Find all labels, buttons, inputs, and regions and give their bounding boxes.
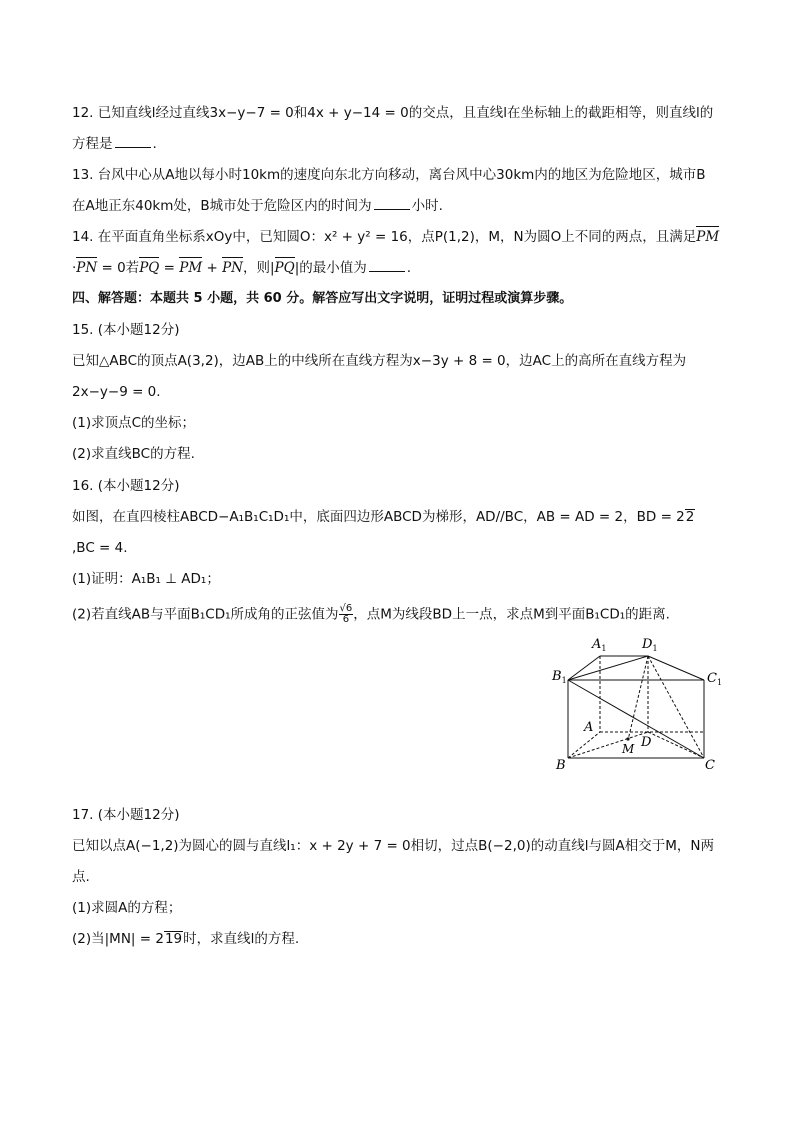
q14-line-1 <box>72 228 719 246</box>
vector-pn-2: PN <box>222 260 243 276</box>
q13-line-2-end: 小时. <box>411 198 443 214</box>
fraction-sqrt6-over-6 <box>339 604 354 625</box>
q15-body-1: 已知△ABC的顶点A(3,2)，边AB上的中线所在直线方程为x−3y + 8 = 0，边AC上的高所在直线方程为 <box>72 353 687 369</box>
label-b1: $B_1$ <box>552 669 567 685</box>
vector-pm: PM <box>696 229 720 245</box>
q16-body-1 <box>72 508 695 526</box>
q12-line-2 <box>72 135 157 153</box>
q16-part-2-end: ，点M为线段BD上一点，求点M到平面B₁CD₁的距离. <box>353 606 670 623</box>
sqrt-2: 2 <box>685 509 695 525</box>
label-a: A <box>584 720 594 735</box>
q14-text-b: = 0若 <box>97 260 140 276</box>
edge-d1-c1 <box>648 656 704 680</box>
q17-heading: 17. (本小题12分) <box>72 807 180 823</box>
q14-line-2 <box>72 259 411 277</box>
label-d1: $D_1$ <box>642 637 658 653</box>
label-d: D <box>641 735 652 750</box>
edge-d-c-hidden <box>648 732 704 758</box>
q12-line-1: 12. 已知直线l经过直线3x−y−7 = 0和4x + y−14 = 0的交点，且直线l在坐标轴上的截距相等，则直线l的 <box>72 105 714 121</box>
q14-text-d: + <box>202 260 223 276</box>
q14-text-f: |的最小值为 <box>294 260 367 276</box>
vector-pn: PN <box>76 260 98 276</box>
q15-part-2: (2)求直线BC的方程. <box>72 446 195 462</box>
q15-heading: 15. (本小题12分) <box>72 322 180 338</box>
point-m <box>626 737 629 740</box>
label-c1: $C_1$ <box>707 671 723 687</box>
q17-part-2-text: (2)当|MN| = 2 <box>72 931 164 947</box>
q17-part-2-end: 时，求直线l的方程. <box>183 931 300 947</box>
q14-dot: · <box>72 260 77 276</box>
fraction-numerator: √6 <box>339 603 353 614</box>
section-heading: 四、解答题：本题共 5 小题，共 60 分。解答应写出文字说明，证明过程或演算步骤。 <box>72 291 573 306</box>
q17-body-1: 已知以点A(−1,2)为圆心的圆与直线l₁：x + 2y + 7 = 0相切，过点B(−2,0)的动直线l与圆A相交于M，N两 <box>72 838 714 854</box>
q16-part-1: (1)证明：A₁B₁ ⊥ AD₁； <box>72 571 220 587</box>
q17-body-2: 点. <box>72 869 90 885</box>
q16-body-2: ,BC = 4. <box>72 540 128 556</box>
q16-part-2 <box>72 604 670 625</box>
q12-line-2-end: . <box>152 136 157 152</box>
segment-b1-c <box>568 680 704 758</box>
answer-blank <box>115 135 151 148</box>
segment-d1-m-hidden <box>628 656 648 740</box>
q16-body-1-text: 如图，在直四棱柱ABCD−A₁B₁C₁D₁中，底面四边形ABCD为梯形，AD//BC，AB = AD = 2，BD = 2 <box>72 509 685 525</box>
q17-part-1: (1)求圆A的方程； <box>72 900 182 916</box>
q14-text-g: . <box>406 260 412 276</box>
answer-blank <box>374 197 410 210</box>
q14-text-e: ，则| <box>242 260 275 276</box>
q13-line-1: 13. 台风中心从A地以每小时10km的速度向东北方向移动，离台风中心30km内的地区为危险地区，城市B <box>72 167 706 183</box>
vector-pm-2: PM <box>179 260 203 276</box>
vector-pq-2: PQ <box>274 260 295 276</box>
label-m: M <box>622 742 635 756</box>
q12-line-2-text: 方程是 <box>72 136 113 152</box>
fraction-denominator: 6 <box>342 614 350 625</box>
q16-part-2-text: (2)若直线AB与平面B₁CD₁所成角的正弦值为 <box>72 606 339 623</box>
q16-heading: 16. (本小题12分) <box>72 478 180 494</box>
q15-body-2: 2x−y−9 = 0. <box>72 384 161 400</box>
label-b: B <box>556 758 566 772</box>
label-a1: $A_1$ <box>592 637 607 653</box>
sqrt-19: 19 <box>164 931 183 947</box>
segment-b1-d1 <box>568 656 648 680</box>
label-c: C <box>705 758 715 772</box>
edge-b1-a1 <box>568 656 600 680</box>
segment-d1-c-hidden <box>648 656 704 758</box>
edge-b-a-hidden <box>568 732 600 758</box>
q15-part-1: (1)求顶点C的坐标； <box>72 415 196 431</box>
answer-blank <box>369 259 405 272</box>
q14-line-1-text: 14. 在平面直角坐标系xOy中，已知圆O：x² + y² = 16，点P(1,2)，M，N为圆O上不同的两点，且满足 <box>72 229 697 245</box>
segment-b-d-hidden <box>568 732 648 758</box>
vector-pq: PQ <box>139 260 160 276</box>
prism-figure <box>548 632 728 772</box>
q13-line-2-text: 在A地正东40km处，B城市处于危险区内的时间为 <box>72 198 372 214</box>
q13-line-2 <box>72 197 443 215</box>
q14-text-c: = <box>159 260 180 276</box>
q17-part-2 <box>72 930 299 948</box>
